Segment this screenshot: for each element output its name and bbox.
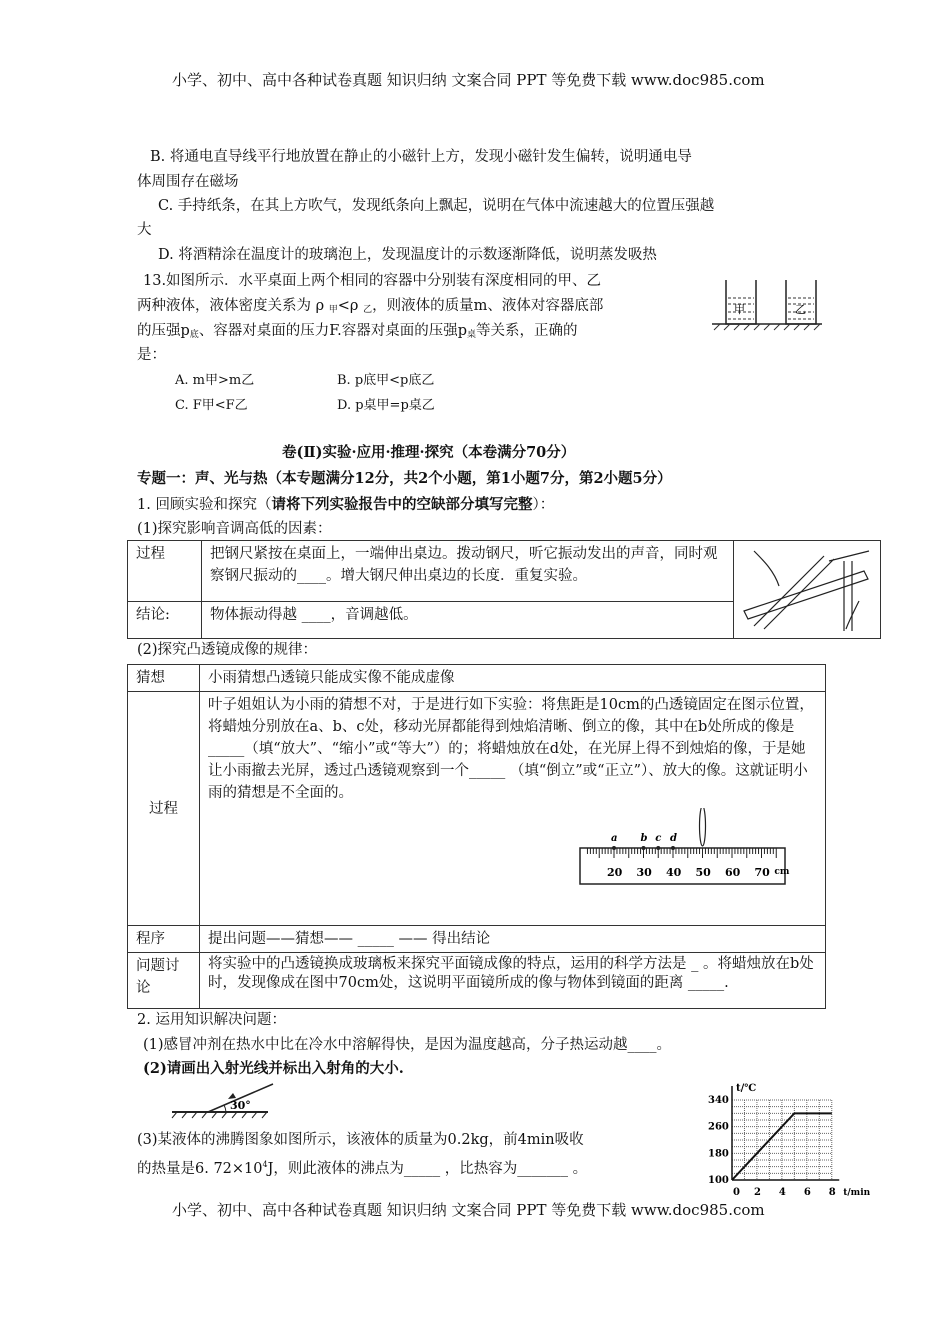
row-label: 过程 [128, 541, 202, 602]
q12-option-b-line1: B. 将通电直导线平行地放置在静止的小磁针上方，发现小磁针发生偏转，说明通电导 [150, 149, 692, 165]
y-tick-label: 100 [708, 1175, 729, 1186]
ruler-tick-label: 30 [636, 866, 652, 879]
candle-position-b [642, 846, 646, 850]
position-label: c [655, 833, 662, 844]
mirror-reflection-figure [168, 1082, 278, 1124]
row-label: 结论: [128, 602, 202, 639]
ruler-tick-label: 50 [695, 866, 711, 879]
q12-option-b-line2: 体周围存在磁场 [137, 174, 239, 190]
sub2-title: (2)探究凸透镜成像的规律： [137, 642, 318, 658]
position-label: a [611, 833, 618, 844]
q13-line4: 是： [137, 347, 166, 363]
label-jia: 甲 [734, 303, 745, 316]
text: J，则此液体的沸点为_____ ，比热容为_______ 。 [267, 1160, 588, 1177]
q2-part3-line1: (3)某液体的沸腾图象如图所示，该液体的质量为0.2kg，前4min吸收 [137, 1132, 584, 1148]
q2-part3-line2 [137, 1155, 587, 1179]
text: 两种液体，液体密度关系为 ρ [137, 298, 329, 314]
steel-ruler-figure [734, 541, 874, 631]
pitch-experiment-table [127, 540, 881, 639]
ruler-unit: cm [774, 867, 790, 877]
candle-position-d [671, 846, 675, 850]
text: ，则液体的质量m、液体对容器底部 [372, 298, 604, 314]
position-label: b [640, 833, 648, 844]
q13-line3 [137, 321, 578, 345]
ruler-wrap [208, 804, 817, 901]
y-tick-label: 180 [708, 1148, 729, 1160]
ruler-tick-label: 40 [666, 866, 682, 879]
q13-line1: 13.如图所示．水平桌面上两个相同的容器中分别装有深度相同的甲、乙 [143, 273, 602, 289]
boiling-chart [708, 1082, 878, 1198]
text: 1. 回顾实验和探究（ [137, 497, 272, 513]
q12-option-c-line2: 大 [137, 222, 152, 238]
row-text: 把钢尺紧按在桌面上，一端伸出桌边。拨动钢尺，听它振动发出的声音，同时观察钢尺振动的____。增大钢尺伸出桌边的长度．重复实验。 [202, 541, 734, 602]
row-label: 猜想 [128, 665, 200, 692]
candle-position-c [656, 846, 660, 850]
q12-option-c-line1: C. 手持纸条，在其上方吹气，发现纸条向上飘起，说明在气体中流速越大的位置压强越 [158, 198, 715, 214]
x-tick-label: 4 [778, 1187, 786, 1198]
superscript: 4 [262, 1160, 268, 1169]
q2-title: 2. 运用知识解决问题： [137, 1012, 286, 1028]
subscript: 桌 [467, 330, 477, 340]
text: <ρ [337, 298, 364, 314]
x-tick-label: 6 [803, 1187, 811, 1198]
containers-figure [712, 280, 822, 350]
row-text: 叶子姐姐认为小雨的猜想不对，于是进行如下实验：将焦距是10cm的凸透镜固定在图示位置，将蜡烛分别放在a、b、c处，移动光屏都能得到烛焰清晰、倒立的像，其中在b处所成的像是 _____（填“放大”、“缩小”或“等大”）的；将蜡烛放在d处，在光屏上得不到烛焰的像，于是她让小雨撤去光屏，透过凸透镜观察到一个_____ （填“倒立”或“正立”）、放大的像。这就证明小雨的猜想是不全面的。 [208, 697, 814, 801]
subscript: 底 [189, 330, 199, 340]
x-tick-label: 0 [733, 1187, 740, 1198]
text: 等关系，正确的 [476, 323, 578, 339]
x-tick-label: 2 [753, 1187, 761, 1198]
ruler-tick-label: 20 [607, 866, 623, 879]
row-text: 小雨猜想凸透镜只能成实像不能成虚像 [200, 665, 826, 692]
q12-option-d: D. 将酒精涂在温度计的玻璃泡上，发现温度计的示数逐渐降低，说明蒸发吸热 [158, 247, 657, 263]
text: 的热量是6. 72×10 [137, 1160, 263, 1177]
row-label: 程序 [128, 926, 200, 953]
topic-title: 专题一：声、光与热（本专题满分12分，共2个小题，第1小题7分，第2小题5分） [137, 470, 672, 487]
convex-lens [700, 808, 706, 846]
part2-title: 卷(Ⅱ)实验·应用·推理·探究（本卷满分70分） [282, 444, 576, 461]
convex-lens-table [127, 664, 826, 1009]
row-text: 将实验中的凸透镜换成玻璃板来探究平面镜成像的特点，运用的科学方法是 _ 。将蜡烛放在b处时，发现像成在图中70cm处，这说明平面镜所成的像与物体到镜面的距离 _____. [200, 953, 826, 1009]
text: ）： [532, 497, 555, 513]
q2-part1: (1)感冒冲剂在热水中比在冷水中溶解得快，是因为温度越高，分子热运动越____。 [143, 1037, 672, 1053]
position-label: d [670, 833, 677, 844]
row-label: 问题讨论 [128, 953, 200, 1009]
section-2 [0, 1010, 950, 1210]
process-cell [200, 692, 826, 926]
row-text: 提出问题——猜想—— _____ —— 得出结论 [200, 926, 826, 953]
text: 请将下列实验报告中的空缺部分填写完整 [271, 496, 533, 513]
x-tick-label: 8 [828, 1187, 836, 1198]
y-axis-label: t/℃ [736, 1083, 757, 1094]
q13-option-c: C. F甲<F乙 [175, 398, 248, 413]
ruler-tick-label: 70 [754, 866, 770, 879]
optical-bench-ruler [578, 808, 793, 888]
angle-label: 30° [230, 1099, 251, 1112]
page-footer: 小学、初中、高中各种试卷真题 知识归纳 文案合同 PPT 等免费下载 www.doc985.com [172, 1201, 765, 1219]
label-yi: 乙 [795, 303, 806, 316]
x-axis-label: t/min [843, 1188, 871, 1198]
text: 的压强p [137, 323, 190, 339]
q13-option-d: D. p桌甲=p桌乙 [337, 398, 435, 413]
subscript: 甲 [328, 305, 338, 315]
ruler-tick-label: 60 [725, 866, 741, 879]
candle-position-a [612, 846, 616, 850]
q13-option-b: B. p底甲<p底乙 [337, 373, 435, 388]
page-header: 小学、初中、高中各种试卷真题 知识归纳 文案合同 PPT 等免费下载 www.doc985.com [172, 71, 765, 89]
q2-part2: (2)请画出入射光线并标出入射角的大小. [143, 1060, 404, 1077]
q13-option-a: A. m甲>m乙 [175, 373, 255, 388]
row-text: 物体振动得越 ____，音调越低。 [202, 602, 734, 639]
row-label: 过程 [128, 692, 200, 926]
y-tick-label: 260 [708, 1121, 729, 1133]
sub1-title: (1)探究影响音调高低的因素： [137, 521, 332, 537]
text: 、容器对桌面的压力F.容器对桌面的压强p [198, 323, 468, 339]
subscript: 乙 [363, 305, 373, 315]
q13-line2 [137, 296, 603, 320]
ruler-figure-cell [734, 541, 881, 639]
q1-title [137, 495, 554, 515]
y-tick-label: 340 [708, 1095, 729, 1106]
